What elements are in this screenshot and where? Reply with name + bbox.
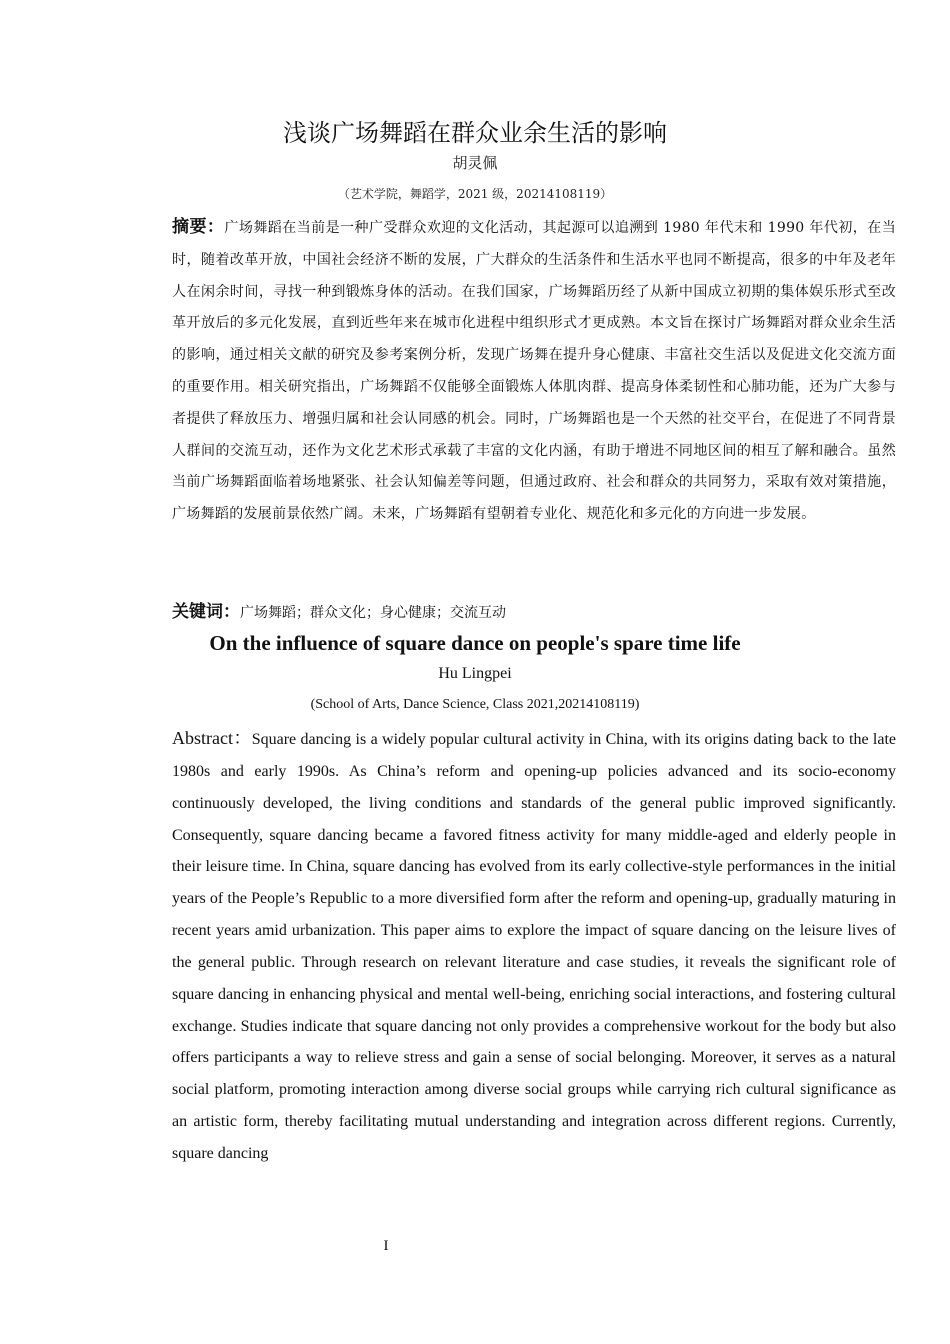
english-affiliation: (School of Arts, Dance Science, Class 2021,20214108119) — [310, 697, 640, 712]
chinese-abstract — [136, 212, 896, 531]
chinese-keywords — [136, 597, 896, 628]
chinese-title: 浅谈广场舞蹈在群众业余生活的影响 — [283, 119, 667, 147]
chinese-keywords-label: 关键词： — [172, 602, 240, 622]
chinese-abstract-text: 广场舞蹈在当前是一种广受群众欢迎的文化活动，其起源可以追溯到 1980 年代末和 1990 年代初，在当时，随着改革开放，中国社会经济不断的发展，广大群众的生活条件和生活水平也同不断提高，很多的中年及老年人在闲余时间，寻找一种到锻炼身体的活动。在我们国家，广场舞蹈历经了从新中国成立初期的集体娱乐形式至改革开放后的多元化发展，直到近些年来在城市化进程中组织形式才更成熟。本文旨在探讨广场舞蹈对群众业余生活的影响，通过相关文献的研究及参考案例分析，发现广场舞在提升身心健康、丰富社交生活以及促进文化交流方面的重要作用。相关研究指出，广场舞蹈不仅能够全面锻炼人体肌肉群、提高身体柔韧性和心肺功能，还为广大参与者提供了释放压力、增强归属和社会认同感的机会。同时，广场舞蹈也是一个天然的社交平台，在促进了不同背景人群间的交流互动，还作为文化艺术形式承载了丰富的文化内涵，有助于增进不同地区间的相互了解和融合。虽然当前广场舞蹈面临着场地紧张、社会认知偏差等问题，但通过政府、社会和群众的共同努力，采取有效对策措施，广场舞蹈的发展前景依然广阔。未来，广场舞蹈有望朝着专业化、规范化和多元化的方向进一步发展。 — [172, 220, 896, 523]
chinese-abstract-label: 摘要： — [172, 217, 225, 237]
english-abstract-label: Abstract： — [172, 728, 252, 748]
chinese-keywords-text: 广场舞蹈；群众文化；身心健康；交流互动 — [240, 605, 506, 621]
page-number: I — [383, 1238, 389, 1254]
english-title: On the influence of square dance on people's spare time life — [209, 631, 741, 655]
english-author: Hu Lingpei — [438, 665, 512, 682]
english-abstract-text: Square dancing is a widely popular cultural activity in China, with its origins dating back to the late 1980s and early 1990s. As China’s reform and opening-up policies advanced and its socio-economy continuously developed, the living conditions and standards of the general public improved significantly. Consequently, square dancing became a favored fitness activity for many middle-aged and elderly people in their leisure time. In China, square dancing has evolved from its early collective-style performances in the initial years of the People’s Republic to a more diversified form after the reform and opening-up, gradually maturing in recent years amid urbanization. This paper aims to explore the impact of square dancing on the leisure lives of the general public. Through research on relevant literature and case studies, it reveals the significant role of square dancing in enhancing physical and mental well-being, enriching social interactions, and fostering cultural exchange. Studies indicate that square dancing not only provides a comprehensive workout for the body but also offers participants a way to relieve stress and gain a sense of social belonging. Moreover, it serves as a natural social platform, promoting interaction among diverse social groups while carrying rich cultural significance as an artistic form, thereby facilitating mutual understanding and integration across different regions. Currently, square dancing — [172, 731, 896, 1162]
chinese-author: 胡灵佩 — [452, 154, 498, 172]
chinese-affiliation: （艺术学院，舞蹈学，2021 级，20214108119） — [337, 187, 613, 201]
english-abstract — [136, 723, 896, 1170]
